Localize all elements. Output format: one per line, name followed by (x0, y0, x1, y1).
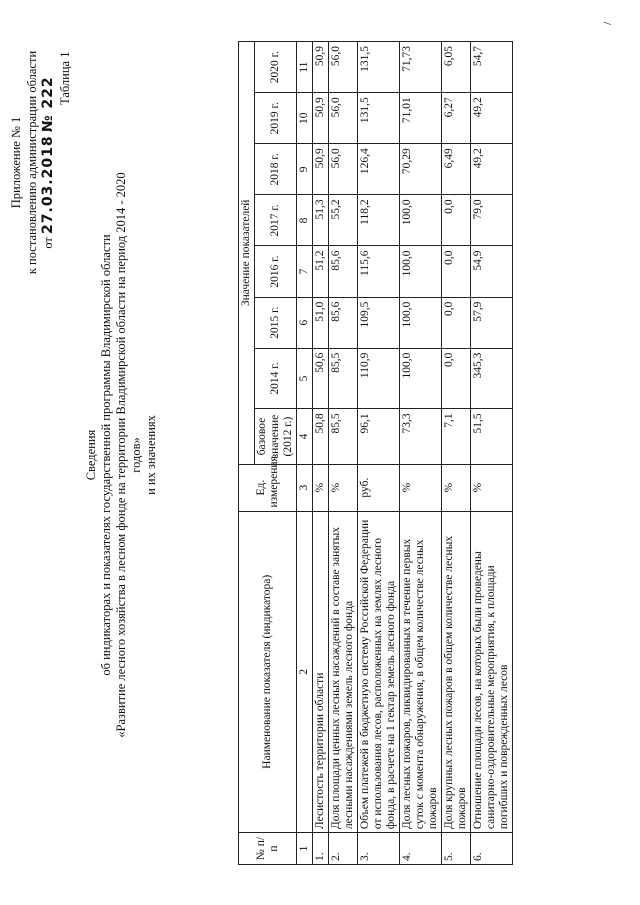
value-cell: 131,5 (358, 42, 400, 93)
value-cell: 0,0 (442, 297, 471, 348)
header-row-1 (239, 42, 255, 865)
value-cell: 85,6 (329, 246, 358, 297)
document-title (84, 155, 159, 755)
table-row (358, 42, 400, 865)
table-row (329, 42, 358, 865)
value-cell: 50,8 (313, 409, 329, 464)
title-line-4: и их значениях (144, 415, 158, 495)
header-unit: Ед. измерения (239, 464, 297, 511)
col-number: 2 (297, 511, 313, 833)
header-year: 2017 г. (255, 195, 297, 246)
value-cell: 54,7 (471, 42, 513, 93)
handwritten-mark: / (600, 21, 614, 25)
table-row (471, 42, 513, 865)
col-number: 8 (297, 195, 313, 246)
value-cell: 55,2 (329, 195, 358, 246)
value-cell: 51,0 (313, 297, 329, 348)
value-cell: 126,4 (358, 144, 400, 195)
value-cell: 118,2 (358, 195, 400, 246)
value-cell: 51,2 (313, 246, 329, 297)
value-cell: 56,0 (329, 93, 358, 144)
value-cell: 6,27 (442, 93, 471, 144)
indicator-name: Доля лесных пожаров, ликвидированных в течение первых суток с момента обнаружения, в общем количестве лесных пожаров (400, 511, 442, 833)
value-cell: 50,9 (313, 42, 329, 93)
row-number: 2. (329, 833, 358, 865)
indicator-name: Лесистость территории области (313, 511, 329, 833)
value-cell: 7,1 (442, 409, 471, 464)
header-year: 2016 г. (255, 246, 297, 297)
table-label: Таблица 1 (58, 51, 72, 105)
value-cell: 79,0 (471, 195, 513, 246)
col-number: 11 (297, 42, 313, 93)
header-year: 2014 г. (255, 348, 297, 409)
header-base: базовое значение (2012 г.) (255, 409, 297, 464)
value-cell: 70,29 (400, 144, 442, 195)
table-row (442, 42, 471, 865)
value-cell: 110,9 (358, 348, 400, 409)
col-number: 9 (297, 144, 313, 195)
value-cell: 50,6 (313, 348, 329, 409)
col-number: 5 (297, 348, 313, 409)
value-cell: 56,0 (329, 144, 358, 195)
appendix-title: Приложение № 1 (9, 116, 23, 209)
value-cell: 96,1 (358, 409, 400, 464)
col-number: 3 (297, 464, 313, 511)
value-cell: 56,0 (329, 42, 358, 93)
header-name: Наименование показателя (индикатора) (239, 511, 297, 833)
value-cell: 71,01 (400, 93, 442, 144)
value-cell: 73,3 (400, 409, 442, 464)
unit-cell: % (400, 464, 442, 511)
value-cell: 50,9 (313, 144, 329, 195)
unit-cell: % (442, 464, 471, 511)
value-cell: 49,2 (471, 144, 513, 195)
value-cell: 71,73 (400, 42, 442, 93)
appendix-block (8, 20, 56, 305)
unit-cell: % (471, 464, 513, 511)
header-num: № п/п (239, 833, 297, 865)
value-cell: 109,5 (358, 297, 400, 348)
row-number: 4. (400, 833, 442, 865)
value-cell: 100,0 (400, 195, 442, 246)
indicators-table (238, 41, 513, 865)
resolution-number: № 222 (40, 76, 56, 133)
row-number: 3. (358, 833, 400, 865)
row-number: 1. (313, 833, 329, 865)
unit-cell: % (313, 464, 329, 511)
value-cell: 0,0 (442, 195, 471, 246)
value-cell: 100,0 (400, 348, 442, 409)
value-cell: 6,49 (442, 144, 471, 195)
value-cell: 100,0 (400, 297, 442, 348)
column-number-row (297, 42, 313, 865)
title-line-1: Сведения (84, 429, 98, 481)
value-cell: 85,5 (329, 348, 358, 409)
appendix-date-line (40, 20, 56, 305)
col-number: 10 (297, 93, 313, 144)
value-cell: 131,5 (358, 93, 400, 144)
col-number: 4 (297, 409, 313, 464)
indicator-name: Доля площади ценных лесных насаждений в составе занятых лесными насаждениями земель лесного фонда (329, 511, 358, 833)
value-cell: 6,05 (442, 42, 471, 93)
col-number: 7 (297, 246, 313, 297)
row-number: 5. (442, 833, 471, 865)
header-values-group: Значение показателей (239, 42, 255, 465)
header-year: 2019 г. (255, 93, 297, 144)
title-line-2: об индикаторах и показателях государственной программы Владимирской области (99, 234, 113, 676)
table-body (313, 42, 513, 865)
value-cell: 85,5 (329, 409, 358, 464)
value-cell: 51,3 (313, 195, 329, 246)
value-cell: 0,0 (442, 348, 471, 409)
table-row (400, 42, 442, 865)
header-year: 2020 г. (255, 42, 297, 93)
value-cell: 100,0 (400, 246, 442, 297)
indicator-name: Объем платежей в бюджетную систему Российской Федерации от использования лесов, расположенных на землях лесного фонда, в расчете на 1 гектар земель лесного фонда (358, 511, 400, 833)
indicator-name: Доля крупных лесных пожаров в общем количестве лесных пожаров (442, 511, 471, 833)
row-number: 6. (471, 833, 513, 865)
header-year: 2015 г. (255, 297, 297, 348)
header-year: 2018 г. (255, 144, 297, 195)
date-prefix: от (41, 237, 55, 249)
value-cell: 115,6 (358, 246, 400, 297)
indicator-name: Отношение площади лесов, на которых были проведены санитарно-оздоровительные мероприятия, к площади погибших и поврежденных лесов (471, 511, 513, 833)
value-cell: 49,2 (471, 93, 513, 144)
value-cell: 0,0 (442, 246, 471, 297)
resolution-date: 27.03.2018 (40, 135, 56, 234)
title-line-3: «Развитие лесного хозяйства в лесном фонде на территории Владимирской области на период 2014 - 2020 годов» (114, 172, 143, 738)
appendix-subtitle: к постановлению администрации области (25, 50, 39, 275)
col-number: 1 (297, 833, 313, 865)
value-cell: 57,9 (471, 297, 513, 348)
value-cell: 50,9 (313, 93, 329, 144)
table-row (313, 42, 329, 865)
col-number: 6 (297, 297, 313, 348)
unit-cell: % (329, 464, 358, 511)
value-cell: 51,5 (471, 409, 513, 464)
unit-cell: руб. (358, 464, 400, 511)
value-cell: 54,9 (471, 246, 513, 297)
value-cell: 85,6 (329, 297, 358, 348)
value-cell: 345,3 (471, 348, 513, 409)
